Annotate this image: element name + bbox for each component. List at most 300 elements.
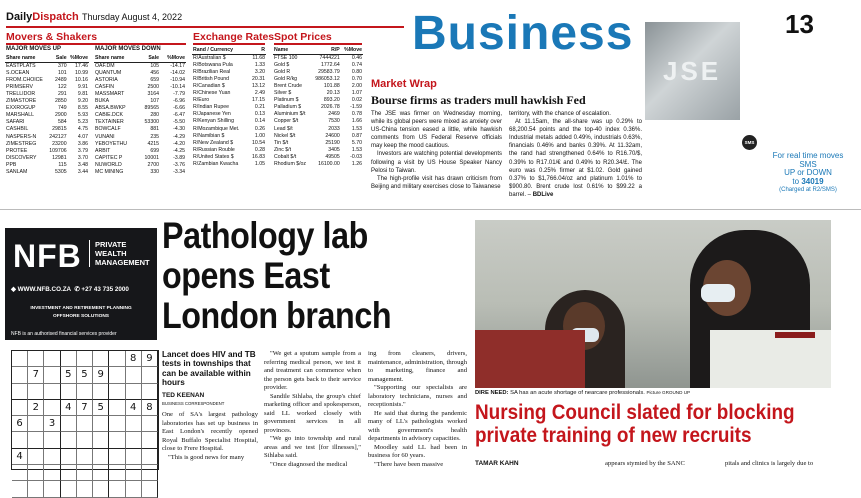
movers-up-row [5,126,89,133]
movers-up-cell: 4.07 [77,133,88,140]
pathology-p1: One of SA's largest pathology laboratories has set up business in East London's recently opened Royal Buffalo Specialist Hospital, close to Frere Hospital. [162,411,258,452]
sudoku-cell [77,481,93,497]
movers-up-cell: FROM.CHOICE [6,77,43,84]
market-wrap-p2: Investors are watching potential developments following a visit by US House Speaker Nancy Pelosi to Taiwan. [371,151,502,174]
movers-down-cell: MC MINING [95,168,124,175]
movers-up-cell: PPB [6,161,17,168]
exchange-cell: 0.14 [254,118,265,125]
movers-up-cell: 370 [57,63,67,70]
movers-up-cell: 9.81 [77,91,88,98]
market-wrap-credit: BDLive [532,191,554,198]
sudoku-cell [93,481,109,497]
sudoku-cell [28,351,44,367]
sudoku-cell [61,481,77,497]
movers-down-row [94,112,186,119]
pathology-p7: ing from cleaners, drivers, maintenance, administration, through to marketing, finance and management. [368,350,467,383]
movers-up-cell: SAFARI [6,119,25,126]
movers-up-cell: S.OCEAN [6,70,30,77]
movers-down-cell: TEXTAINER [95,119,124,126]
spot-cell: 2469 [328,111,340,118]
exchange-row [192,69,266,76]
spot-row [273,147,363,154]
sudoku-cell: 9 [93,367,109,383]
movers-up-cell: TRELLIDOR [6,91,36,98]
movers-down-cell: 2500 [147,84,159,91]
movers-up-cell: ZIMASTORE [6,98,37,105]
caption-lead: DIRE NEED: [475,390,509,396]
spot-cell: 0.02 [351,97,362,104]
sudoku-cell [61,384,77,400]
sms-line-3: UP or DOWN [784,168,832,178]
nursing-photo [475,220,831,388]
movers-down-cell: 89565 [144,105,159,112]
sudoku-cell [93,449,109,465]
movers-up-cell: CASHBIL [6,126,29,133]
movers-up-cell: 3.70 [77,154,88,161]
movers-down-cell: -7.79 [173,91,185,98]
spot-cell: Aluminium $/t [274,111,306,118]
movers-up-row [5,141,89,148]
exchange-row [192,97,266,104]
spot-cell: 0.87 [351,132,362,139]
movers-up-cell: 4.75 [77,126,88,133]
sudoku-cell [44,367,60,383]
movers-up-row [5,134,89,141]
sudoku-cell: 3 [44,416,60,432]
movers-up-cell: 9.20 [77,98,88,105]
exchange-cell: 0.28 [254,146,265,153]
movers-down-cell: -4.29 [173,133,185,140]
movers-up-cell: 3.48 [77,161,88,168]
movers-down-cell: 699 [150,147,159,154]
movers-up-row [5,119,89,126]
movers-up-cell: 3.44 [77,168,88,175]
movers-down-cell: -3.89 [173,154,185,161]
spot-cell: 7444221 [319,55,340,62]
spot-cell: -0.03 [350,153,362,160]
sudoku-cell [109,400,125,416]
market-wrap-p5: At 11.15am, the all-share was up 0.29% to 68,200.54 points and the top-40 index 0.36%. Industrial metals added 0.49%, industrials 0.63%, financials 0.46% and banks 0.39%. At 11.32am, the rand had strengthened 0.64% to R16.70/$, 0.39% to R17.01/€ and 0.49% to R20.34/£. The euro was 0.25% firmer at $1.02. Gold gained 0.37% to $1,766.04/oz and platinum 1.01% to $900.80. Brent crude lost 0.61% to $99.22 a barrel. – BDLive [509,119,642,198]
nurse-epaulette [775,332,815,338]
sudoku-cell [142,481,158,497]
pathology-p3: "We get a sputum sample from a referring medical person, we test it and treatment can commence when the person gets back to their service provider. [264,350,361,391]
sudoku-cell [142,432,158,448]
movers-up-cell: 2489 [55,77,67,84]
exchange-row [192,147,266,154]
movers-down-row [94,70,186,77]
nfb-web-icon: ◆ [11,286,16,293]
exchange-column-header: R [249,47,267,55]
exchange-cell: 2.49 [254,90,265,97]
sudoku-cell [12,400,28,416]
movers-down-row [94,105,186,112]
movers-down-cell: 53300 [144,119,159,126]
movers-up-row [5,155,89,162]
spot-cell: 24600 [325,132,340,139]
movers-up-cell: 23200 [52,140,67,147]
spot-row [273,83,363,90]
movers-down-table [94,55,186,176]
spot-row [273,104,363,111]
market-wrap-col2 [509,110,642,199]
spot-cell: 1.07 [351,90,362,97]
spot-cell: 2026.78 [320,104,340,111]
exchange-cell: R/Indian Rupee [193,104,230,111]
movers-up-row [5,98,89,105]
exchange-row [192,126,266,133]
exchange-cell: 11.68 [252,55,265,62]
movers-down-cell: ABSA.BWKP [95,105,126,112]
spot-cell: 1.66 [351,118,362,125]
spot-cell: 893.20 [323,97,340,104]
spot-header-row [273,47,363,55]
movers-up-column-header: Sale [47,55,68,63]
nfb-tagline: PRIVATE WEALTH MANAGEMENT [89,240,150,267]
sudoku-cell: 5 [93,400,109,416]
pathology-col3 [368,350,467,469]
sudoku-cell [77,449,93,465]
masthead-date: Thursday August 4, 2022 [82,12,183,22]
sudoku-grid [11,350,159,470]
movers-up-cell: PROTEE [6,147,28,154]
movers-down-row [94,141,186,148]
exchange-cell: R/Namibian $ [193,132,225,139]
movers-up-cell: 17.46 [75,63,88,70]
exchange-cell: 3.20 [254,69,265,76]
sudoku-cell: 7 [77,400,93,416]
market-wrap-p1: The JSE was firmer on Wednesday morning, while its global peers were mixed as anxiety over US-China tension eased a little, while hawkish comments from US Federal Reserve officials may keep the mood cautious. [371,111,502,150]
movers-up-row [5,77,89,84]
spot-cell: 101.88 [323,83,340,90]
spot-cell: Platinum $ [274,97,299,104]
movers-up-row [5,112,89,119]
exchange-cell: 0.21 [254,104,265,111]
movers-down-cell: CASFIN [95,84,115,91]
movers-down-cell: 280 [150,112,159,119]
spot-cell: Lead $/t [274,125,293,132]
movers-up-row [5,63,89,71]
exchange-row [192,90,266,97]
exchange-cell: 20.31 [252,76,265,83]
movers-down-row [94,84,186,91]
movers-down-cell: ARBIT [95,147,111,154]
movers-down-row [94,63,186,71]
exchange-cell: R/Australian $ [193,55,226,62]
spot-cell: 1.26 [351,160,362,167]
movers-down-cell: CAPITEC P [95,154,123,161]
spot-cell: FTSE 100 [274,55,298,62]
movers-down-cell: 659 [150,77,159,84]
sudoku-cell [142,384,158,400]
market-wrap-kicker: Market Wrap [371,78,437,90]
nurse-right-uniform [710,330,831,388]
pathology-p11: "There have been massive [374,460,444,468]
movers-up-heading: MAJOR MOVES UP [6,46,62,52]
spot-cell: Cobalt $/t [274,153,297,160]
movers-down-cell: 3164 [147,91,159,98]
sms-line-2: SMS [799,159,817,169]
exchange-cell: R/New Zealand $ [193,139,234,146]
movers-down-cell: OAF.DM [95,63,115,70]
spot-cell: 0.80 [351,69,362,76]
movers-up-cell: 2850 [55,98,67,105]
movers-down-cell: 4215 [147,140,159,147]
sudoku-cell [61,432,77,448]
exchange-row [192,154,266,161]
market-wrap-p4: territory, with the chance of escalation. [509,111,611,117]
exchange-row [192,83,266,90]
pathology-p10: Moodley said LL had been in business for 60 years. [368,443,467,459]
nfb-disclaimer: NFB is an authorised financial services provider [11,331,117,337]
sudoku-cell [28,416,44,432]
spot-cell: Brent Crude [274,83,302,90]
caption-text: SA has an acute shortage of nearcare professionals. [510,390,645,396]
movers-up-header-row [5,55,89,63]
exchange-cell: R/Botswana Pula [193,62,233,69]
spot-column-header: Name [273,47,311,55]
sudoku-cell [126,432,142,448]
movers-down-cell: -4.20 [173,140,185,147]
sudoku-cell [77,384,93,400]
movers-down-cell: YEBOYETHU [95,140,127,147]
spot-cell: 0.78 [351,111,362,118]
movers-down-cell: -10.94 [170,77,185,84]
movers-down-row [94,77,186,84]
exchange-cell: R/Euro [193,97,210,104]
movers-down-cell: -5.50 [173,119,185,126]
pathology-headline: Pathology lab opens East London branch [162,214,392,336]
sudoku-cell [44,351,60,367]
exchange-cell: 10.54 [252,139,265,146]
sms-badge: SMS [742,135,757,150]
movers-down-cell: MASSMART [95,91,125,98]
movers-up-cell: 10.99 [75,70,88,77]
exchange-row [192,62,266,69]
sudoku-cell [109,449,125,465]
sudoku-cell [93,432,109,448]
movers-down-cell: -6.66 [173,105,185,112]
movers-down-column-header: Sale [138,55,160,63]
movers-up-cell: EXXROGUP [6,105,36,112]
exchange-cell: R/Brazilian Real [193,69,231,76]
exchange-cell: R/Russian Rouble [193,146,235,153]
sms-info [760,152,856,195]
movers-up-cell: 5305 [55,168,67,175]
sudoku-cell [93,351,109,367]
spot-cell: Zinc $/t [274,146,292,153]
spot-cell: 16100.00 [318,160,340,167]
exchange-header-row [192,47,266,55]
spot-cell: 3405 [328,146,340,153]
movers-down-cell: -6.47 [173,112,185,119]
movers-up-cell: 3.79 [77,147,88,154]
masthead-brand [6,11,79,23]
movers-down-heading: MAJOR MOVES DOWN [95,46,161,52]
nfb-phone[interactable]: +27 43 735 2000 [81,286,129,293]
exchange-cell: R/United States $ [193,153,234,160]
movers-up-cell: 109706 [49,147,67,154]
sudoku-cell [12,367,28,383]
exchange-cell: 13.12 [252,83,265,90]
movers-down-cell: 105 [150,63,159,70]
movers-down-cell: -14.02 [170,70,185,77]
sudoku-cell [28,481,44,497]
sudoku-cell [126,367,142,383]
nursing-snippet-1: appears stymied by the SANC [605,460,685,467]
sudoku-cell [142,449,158,465]
movers-up-cell: 122 [57,84,67,91]
movers-down-column-header: %Move [160,55,186,63]
jse-logo: JSE [663,56,722,86]
spot-row [273,140,363,147]
movers-down-cell: -3.34 [173,168,185,175]
spot-row [273,97,363,104]
spot-cell: 1.53 [351,125,362,132]
sudoku-cell [109,351,125,367]
spot-cell: 2.00 [351,83,362,90]
movers-down-row [94,162,186,169]
sudoku-cell [93,416,109,432]
sudoku-cell [126,449,142,465]
movers-down-cell: VUNANI [95,133,115,140]
exchange-row [192,55,266,63]
sudoku-cell [12,351,28,367]
pathology-byline: TED KEENAN [162,392,205,399]
movers-up-cell: 115 [58,161,67,168]
nursing-snippet-2: pitals and clinics is largely due to [725,460,814,467]
spot-row [273,55,363,63]
caption-credit: Picture GROUND UP [646,390,691,395]
nursing-byline: TAMAR KAHN [475,460,519,467]
spot-title: Spot Prices [274,31,332,43]
sudoku-cell [109,384,125,400]
movers-up-cell: DISCOVERY [6,154,37,161]
movers-up-row [5,84,89,91]
pathology-byline-role: BUSINESS CORRESPONDENT [162,401,225,406]
sudoku-cell: 2 [28,400,44,416]
spot-cell: 2033 [328,125,340,132]
spot-cell: 7530 [328,118,340,125]
exchange-rule [193,43,265,45]
pathology-col2 [264,350,361,469]
exchange-cell: R/Chinese Yuan [193,90,231,97]
sms-line-1: For real time moves [772,151,844,160]
movers-down-cell: -14.17 [170,63,185,70]
movers-up-cell: 5.93 [77,112,88,119]
movers-up-cell: EASTPLATS [6,63,36,70]
movers-down-cell: 881 [150,126,159,133]
pathology-p4: Sandile Sihlaba, the group's chief marketing officer and spokesperson, said LL worked closely with government services in all provinces. [264,392,361,434]
nfb-contact [11,286,129,293]
sms-number: 34019 [801,176,824,186]
movers-up-cell: 2900 [55,112,67,119]
spot-cell: Palladium $ [274,104,302,111]
spot-cell: Copper $/t [274,118,299,125]
market-wrap-headline: Bourse firms as traders mull hawkish Fed [371,93,586,107]
spot-cell: Silver $ [274,90,292,97]
movers-up-cell: 10.16 [75,77,88,84]
spot-cell: 1.53 [351,146,362,153]
brand-daily: Daily [6,11,33,23]
movers-up-cell: 12981 [52,154,67,161]
sudoku-cell [142,367,158,383]
movers-down-column-header: Share name [94,55,138,63]
exchange-row [192,140,266,147]
nfb-phone-icon: ✆ [74,286,80,293]
spot-cell: -1.59 [350,104,362,111]
sudoku-cell [44,449,60,465]
movers-down-cell: CABIE.DCK [95,112,123,119]
movers-up-row [5,169,89,176]
exchange-cell: 1.33 [254,62,265,69]
page-number: 13 [785,9,814,39]
movers-up-table [5,55,89,176]
spot-row [273,76,363,83]
movers-down-row [94,126,186,133]
sudoku-cell: 9 [142,351,158,367]
exchange-title: Exchange Rates [193,31,275,43]
movers-up-cell: MARSHALL [6,112,34,119]
sudoku-cell [126,416,142,432]
sms-line-5: (Charged at R2/SMS) [779,187,837,194]
movers-down-cell: 330 [150,168,159,175]
spot-cell: 25190 [325,139,340,146]
sudoku-cell [109,367,125,383]
brand-dispatch: Dispatch [32,11,79,23]
sudoku-cell [109,432,125,448]
spot-rule [274,43,362,45]
movers-down-cell: QUANTUM [95,70,122,77]
movers-up-cell: SANLAM [6,168,28,175]
exchange-table [192,47,266,168]
spot-row [273,62,363,69]
movers-down-cell: -3.76 [173,161,185,168]
exchange-cell: R/Japanese Yen [193,111,231,118]
movers-up-row [5,162,89,169]
jse-image [645,22,740,120]
spot-row [273,111,363,118]
sudoku-cell: 5 [77,367,93,383]
exchange-cell: R/British Pound [193,76,230,83]
movers-up-cell: 8.55 [77,105,88,112]
spot-row [273,69,363,76]
exchange-row [192,161,266,168]
nfb-url[interactable]: WWW.NFB.CO.ZA [17,286,71,293]
pathology-p5: "We go into township and rural areas and we test [for illnesses]," Sihlaba said. [264,435,361,459]
sudoku-cell: 7 [28,367,44,383]
sudoku-cell: 6 [12,416,28,432]
spot-row [273,90,363,97]
masthead-rule [6,26,404,28]
movers-up-cell: 5.23 [77,119,88,126]
movers-up-row [5,70,89,77]
sudoku-cell [61,351,77,367]
spot-cell: 1772.64 [320,62,340,69]
sudoku-cell [109,481,125,497]
spot-cell: 5.70 [351,139,362,146]
sudoku-cell: 4 [61,400,77,416]
exchange-cell: 0.13 [254,111,265,118]
sudoku-cell: 4 [12,449,28,465]
nursing-caption [475,390,831,396]
movers-up-cell: 29815 [52,126,67,133]
sudoku-cell [61,449,77,465]
movers-up-column-header: %Move [68,55,89,63]
movers-down-row [94,91,186,98]
spot-cell: Tin $/t [274,139,289,146]
movers-down-cell: 456 [150,70,159,77]
sms-line-4: to 34019 [792,176,824,186]
